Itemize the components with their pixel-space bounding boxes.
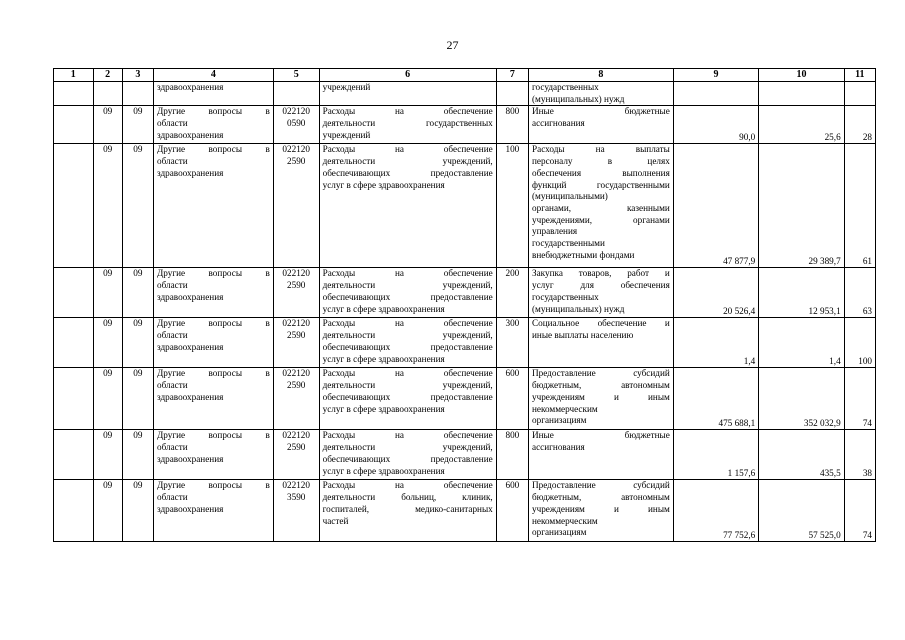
cell-line: области xyxy=(156,330,188,341)
cell-subsection-name xyxy=(153,480,273,542)
cell-actual: 29 389,7 xyxy=(759,144,844,268)
cell-col1 xyxy=(54,268,94,318)
cell-line: персоналу в целях xyxy=(532,156,670,167)
column-header: 6 xyxy=(319,69,496,82)
cell-line: обеспечивающих предоставление xyxy=(322,391,493,402)
cell-article-name xyxy=(319,268,496,318)
cell-line: услуг в сфере здравоохранения xyxy=(322,179,445,190)
cell-col1 xyxy=(54,480,94,542)
cell-actual: 12 953,1 xyxy=(759,268,844,318)
cell-subsection: 09 xyxy=(122,144,153,268)
cell-actual: 57 525,0 xyxy=(759,480,844,542)
cell-line: Предоставление субсидий xyxy=(532,368,670,379)
cell-line: обеспечивающих предоставление xyxy=(322,167,493,178)
cell-line: Другие вопросы в xyxy=(156,430,270,441)
cell-line: Расходы на обеспечение xyxy=(322,368,493,379)
cell-line: Расходы на обеспечение xyxy=(322,106,493,117)
cell-actual: 435,5 xyxy=(759,430,844,480)
cell-line: обеспечивающих предоставление xyxy=(322,453,493,464)
cell-subsection-name xyxy=(153,268,273,318)
table-row xyxy=(54,144,876,268)
cell-line: органами, казенными xyxy=(532,202,670,213)
cell-line: обеспечивающих предоставление xyxy=(322,341,493,352)
cell-line: деятельности учреждений, xyxy=(322,330,493,341)
cell-plan: 77 752,6 xyxy=(673,480,758,542)
cell-line: (муниципальных) нужд xyxy=(532,303,625,314)
cell-line: услуг в сфере здравоохранения xyxy=(322,353,445,364)
cell-line: области xyxy=(156,156,188,167)
cell-line: внебюджетными фондами xyxy=(532,249,635,260)
cell-line: деятельности учреждений, xyxy=(322,280,493,291)
cell-line: 2590 xyxy=(287,380,306,391)
cell-percent: 38 xyxy=(844,430,875,480)
cell-line: Иные бюджетные xyxy=(532,430,670,441)
cell-section xyxy=(93,82,122,106)
cell-col1 xyxy=(54,318,94,368)
cell-subsection: 09 xyxy=(122,430,153,480)
cell-actual: 352 032,9 xyxy=(759,368,844,430)
cell-line: учреждениями, органами xyxy=(532,214,670,225)
cell-actual: 1,4 xyxy=(759,318,844,368)
cell-plan: 1,4 xyxy=(673,318,758,368)
cell-line: учреждений xyxy=(322,129,371,140)
cell-target-article xyxy=(273,318,319,368)
header-row xyxy=(54,69,876,82)
cell-target-article xyxy=(273,82,319,106)
cell-line: ассигнования xyxy=(532,442,585,453)
cell-article-name xyxy=(319,144,496,268)
cell-subsection xyxy=(122,82,153,106)
cell-expense-type: 800 xyxy=(496,106,528,144)
cell-subsection: 09 xyxy=(122,106,153,144)
table-row xyxy=(54,430,876,480)
cell-line: услуг для обеспечения xyxy=(532,280,670,291)
cell-line: некоммерческим xyxy=(532,515,598,526)
cell-plan: 475 688,1 xyxy=(673,368,758,430)
cell-line: области xyxy=(156,118,188,129)
cell-line: 2590 xyxy=(287,280,306,291)
column-header: 1 xyxy=(54,69,94,82)
cell-plan: 90,0 xyxy=(673,106,758,144)
cell-expense-name xyxy=(529,368,674,430)
cell-expense-type: 600 xyxy=(496,480,528,542)
cell-line: государственных xyxy=(532,291,599,302)
cell-line: деятельности государственных xyxy=(322,118,493,129)
cell-line: области xyxy=(156,442,188,453)
cell-section: 09 xyxy=(93,368,122,430)
cell-line: области xyxy=(156,492,188,503)
cell-col1 xyxy=(54,430,94,480)
cell-line: 022120 xyxy=(282,318,310,329)
cell-plan: 47 877,9 xyxy=(673,144,758,268)
cell-line: 022120 xyxy=(282,430,310,441)
cell-line: организациям xyxy=(532,527,587,538)
cell-article-name xyxy=(319,368,496,430)
cell-line: здравоохранения xyxy=(156,341,224,352)
cell-line: деятельности учреждений, xyxy=(322,380,493,391)
cell-line: (муниципальных) нужд xyxy=(532,93,625,104)
column-header: 11 xyxy=(844,69,875,82)
cell-expense-type: 200 xyxy=(496,268,528,318)
cell-line: некоммерческим xyxy=(532,403,598,414)
cell-plan xyxy=(673,82,758,106)
cell-target-article xyxy=(273,268,319,318)
cell-percent: 63 xyxy=(844,268,875,318)
cell-line: частей xyxy=(322,515,349,526)
table-row xyxy=(54,268,876,318)
table-row xyxy=(54,318,876,368)
cell-line: Расходы на обеспечение xyxy=(322,480,493,491)
cell-target-article xyxy=(273,144,319,268)
cell-line: деятельности учреждений, xyxy=(322,156,493,167)
cell-expense-name xyxy=(529,106,674,144)
cell-article-name xyxy=(319,430,496,480)
cell-plan: 20 526,4 xyxy=(673,268,758,318)
cell-line: здравоохранения xyxy=(156,167,224,178)
cell-line: услуг в сфере здравоохранения xyxy=(322,303,445,314)
cell-plan: 1 157,6 xyxy=(673,430,758,480)
cell-line: Предоставление субсидий xyxy=(532,480,670,491)
cell-percent: 74 xyxy=(844,368,875,430)
cell-line: здравоохранения xyxy=(156,291,224,302)
cell-line: управления xyxy=(532,226,578,237)
cell-line: Другие вопросы в xyxy=(156,144,270,155)
cell-section: 09 xyxy=(93,318,122,368)
cell-article-name xyxy=(319,318,496,368)
column-header: 10 xyxy=(759,69,844,82)
cell-line: Другие вопросы в xyxy=(156,268,270,279)
cell-subsection: 09 xyxy=(122,318,153,368)
cell-subsection-name xyxy=(153,368,273,430)
cell-line: 022120 xyxy=(282,368,310,379)
cell-article-name xyxy=(319,82,496,106)
column-header: 3 xyxy=(122,69,153,82)
cell-line: области xyxy=(156,380,188,391)
cell-target-article xyxy=(273,430,319,480)
column-header: 9 xyxy=(673,69,758,82)
cell-expense-name xyxy=(529,430,674,480)
cell-subsection: 09 xyxy=(122,268,153,318)
cell-subsection-name xyxy=(153,318,273,368)
cell-target-article xyxy=(273,480,319,542)
column-header: 8 xyxy=(529,69,674,82)
cell-line: 2590 xyxy=(287,442,306,453)
cell-line: здравоохранения xyxy=(156,453,224,464)
cell-line: Социальное обеспечение и xyxy=(532,318,670,329)
cell-expense-type: 100 xyxy=(496,144,528,268)
cell-line: области xyxy=(156,280,188,291)
cell-section: 09 xyxy=(93,106,122,144)
cell-percent: 100 xyxy=(844,318,875,368)
cell-expense-name xyxy=(529,268,674,318)
cell-actual: 25,6 xyxy=(759,106,844,144)
cell-actual xyxy=(759,82,844,106)
cell-expense-type xyxy=(496,82,528,106)
cell-expense-name xyxy=(529,82,674,106)
cell-line: 022120 xyxy=(282,106,310,117)
cell-percent: 28 xyxy=(844,106,875,144)
cell-line: учреждениям и иным xyxy=(532,391,670,402)
cell-line: государственными xyxy=(532,238,605,249)
cell-line: 0590 xyxy=(287,118,306,129)
cell-line: организациям xyxy=(532,415,587,426)
cell-subsection-name xyxy=(153,106,273,144)
cell-line: 022120 xyxy=(282,144,310,155)
cell-article-name xyxy=(319,106,496,144)
cell-line: Другие вопросы в xyxy=(156,368,270,379)
table-row xyxy=(54,106,876,144)
cell-line: (муниципальными) xyxy=(532,191,608,202)
cell-line: 2590 xyxy=(287,330,306,341)
table-row xyxy=(54,480,876,542)
cell-line: здравоохранения xyxy=(156,503,224,514)
cell-line: бюджетным, автономным xyxy=(532,492,670,503)
cell-section: 09 xyxy=(93,430,122,480)
cell-subsection: 09 xyxy=(122,368,153,430)
cell-col1 xyxy=(54,82,94,106)
cell-line: Иные бюджетные xyxy=(532,106,670,117)
cell-line: Расходы на обеспечение xyxy=(322,144,493,155)
cell-line: учреждений xyxy=(322,82,371,92)
cell-line: ассигнования xyxy=(532,118,585,129)
cell-line: здравоохранения xyxy=(156,129,224,140)
cell-line: обеспечения выполнения xyxy=(532,167,670,178)
column-header: 7 xyxy=(496,69,528,82)
cell-line: иные выплаты населению xyxy=(532,330,634,341)
cell-line: Другие вопросы в xyxy=(156,318,270,329)
cell-subsection: 09 xyxy=(122,480,153,542)
column-header: 2 xyxy=(93,69,122,82)
cell-line: деятельности учреждений, xyxy=(322,442,493,453)
cell-line: деятельности больниц, клиник, xyxy=(322,492,493,503)
cell-line: бюджетным, автономным xyxy=(532,380,670,391)
cell-expense-name xyxy=(529,480,674,542)
cell-line: госпиталей, медико-санитарных xyxy=(322,503,493,514)
cell-line: здравоохранения xyxy=(156,391,224,402)
cell-line: здравоохранения xyxy=(156,82,224,92)
cell-col1 xyxy=(54,144,94,268)
cell-line: 3590 xyxy=(287,492,306,503)
cell-line: государственных xyxy=(532,82,599,92)
cell-line: функций государственными xyxy=(532,179,670,190)
cell-section: 09 xyxy=(93,144,122,268)
cell-section: 09 xyxy=(93,480,122,542)
cell-expense-type: 600 xyxy=(496,368,528,430)
cell-line: Другие вопросы в xyxy=(156,106,270,117)
cell-line: Расходы на обеспечение xyxy=(322,268,493,279)
cell-subsection-name xyxy=(153,144,273,268)
page-number: 27 xyxy=(446,38,459,52)
cell-line: Расходы на обеспечение xyxy=(322,318,493,329)
cell-article-name xyxy=(319,480,496,542)
cell-section: 09 xyxy=(93,268,122,318)
table-body xyxy=(54,82,876,542)
cell-line: 022120 xyxy=(282,268,310,279)
cell-expense-type: 300 xyxy=(496,318,528,368)
column-header: 5 xyxy=(273,69,319,82)
cell-subsection-name xyxy=(153,82,273,106)
cell-line: Расходы на выплаты xyxy=(532,144,670,155)
cell-line: 022120 xyxy=(282,480,310,491)
table-row xyxy=(54,368,876,430)
cell-line: услуг в сфере здравоохранения xyxy=(322,403,445,414)
cell-line: Расходы на обеспечение xyxy=(322,430,493,441)
cell-percent: 61 xyxy=(844,144,875,268)
column-header: 4 xyxy=(153,69,273,82)
cell-percent: 74 xyxy=(844,480,875,542)
budget-table xyxy=(53,68,876,542)
cell-expense-name xyxy=(529,318,674,368)
cell-subsection-name xyxy=(153,430,273,480)
cell-line: Закупка товаров, работ и xyxy=(532,268,670,279)
cell-target-article xyxy=(273,368,319,430)
cell-col1 xyxy=(54,368,94,430)
cell-expense-type: 800 xyxy=(496,430,528,480)
cell-target-article xyxy=(273,106,319,144)
cell-expense-name xyxy=(529,144,674,268)
cell-line: обеспечивающих предоставление xyxy=(322,291,493,302)
cell-percent xyxy=(844,82,875,106)
cell-line: учреждениям и иным xyxy=(532,503,670,514)
cell-col1 xyxy=(54,106,94,144)
cell-line: 2590 xyxy=(287,156,306,167)
table-row xyxy=(54,82,876,106)
cell-line: Другие вопросы в xyxy=(156,480,270,491)
cell-line: услуг в сфере здравоохранения xyxy=(322,465,445,476)
